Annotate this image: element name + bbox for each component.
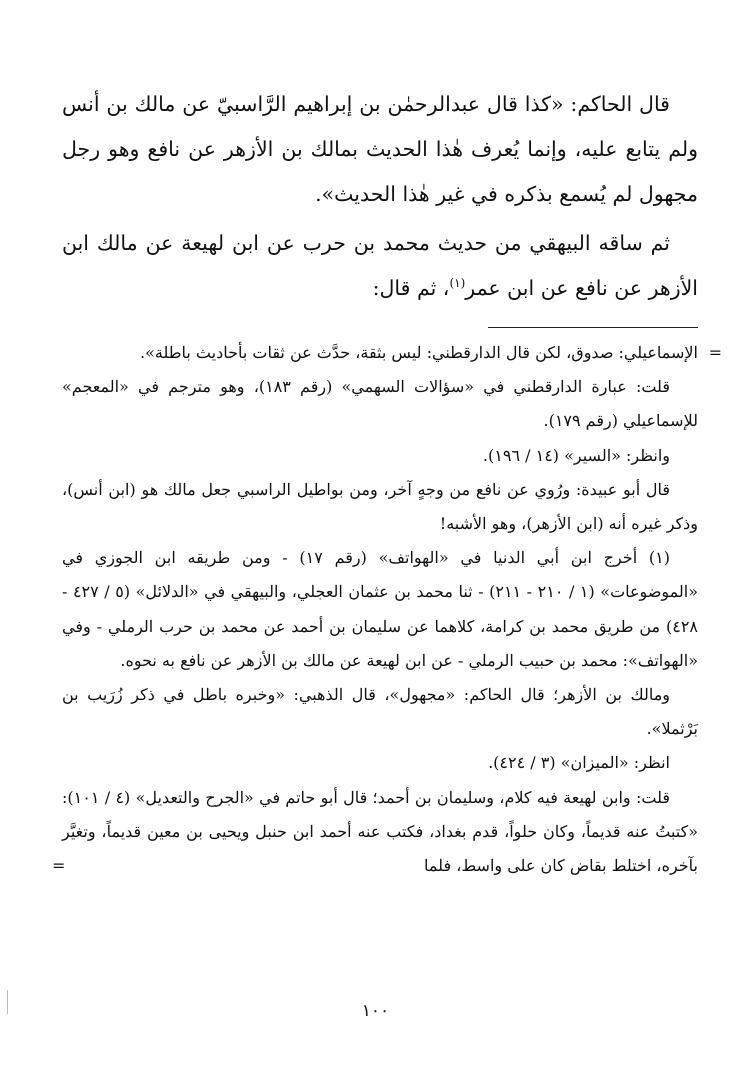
footnote-line: انظر: «الميزان» (٣ / ٤٢٤). — [488, 753, 670, 773]
main-text — [62, 82, 698, 311]
footnote-continuation-mark: = — [708, 343, 722, 362]
footnote-line: قال أبو عبيدة: ورُوي عن نافع من وجهٍ آخر، ومن بواطيل الراسبي جعل مالك هو (ابن أنس)، وذكر غيره أنه (ابن الأزهر)، وهو الأشبه! — [62, 479, 698, 534]
footnote-line: قلت: عبارة الدارقطني في «سؤالات السهمي» (رقم ١٨٣)، وهو مترجم في «المعجم» للإسماعيلي (رقم ١٧٩). — [62, 377, 698, 431]
main-paragraph-2-tail: ، ثم قال: — [372, 276, 450, 300]
footnote-line: الإسماعيلي: صدوق، لكن قال الدارقطني: ليس بثقة، حدَّث عن ثقات بأحاديث باطلة». — [140, 343, 698, 362]
book-page — [52, 82, 722, 883]
footnote-line: قلت: وابن لهيعة فيه كلام، وسليمان بن أحمد؛ قال أبو حاتم في «الجرح والتعديل» (٤ / ١٠١): «كتبتُ عنه قديماً، وكان حلواً، قدم بغداد، فكتب عنه أحمد ابن حنبل ويحيى بن معين قديماً، وتغيَّر بآخره، اختلط بقاض كان على واسط، فلما — [62, 787, 698, 876]
main-paragraph-2 — [62, 221, 698, 311]
main-paragraph-2-text: ثم ساقه البيهقي من حديث محمد بن حرب عن ابن لهيعة عن مالك ابن الأزهر عن نافع عن ابن عمر — [62, 231, 698, 300]
footnote-reference: (١) — [449, 276, 466, 291]
footnote-line: ومالك بن الأزهر؛ قال الحاكم: «مجهول»، قال الذهبي: «وخبره باطل في ذكر زُرَيب بن بَرْثملا». — [62, 685, 698, 739]
footnote-line: وانظر: «السير» (١٤ / ١٩٦). — [482, 445, 670, 465]
footnote-one: (١) أخرج ابن أبي الدنيا في «الهواتف» (رقم ١٧) - ومن طريقه ابن الجوزي في «الموضوعات» (١ / ٢١٠ - ٢١١) - ثنا محمد بن عثمان العجلي، والبيهقي في «الدلائل» (٥ / ٤٢٧ - ٤٢٨) من طريق محمد بن كرامة، كلاهما عن سليمان بن أحمد عن محمد بن حرب الرملي - وفي «الهواتف»: محمد بن حبيب الرملي - عن ابن لهيعة عن مالك بن الأزهر عن نافع به نحوه. — [62, 548, 699, 670]
footnotes — [52, 336, 722, 883]
page-number: ١٠٠ — [361, 1001, 390, 1021]
scan-edge-mark — [7, 990, 8, 1014]
main-paragraph-1: قال الحاكم: «كذا قال عبدالرحمٰن بن إبراهيم الرَّاسبيّ عن مالك بن أنس ولم يتابع عليه، وإنما يُعرف هٰذا الحديث بمالك بن الأزهر عن نافع وهو رجل مجهول لم يُسمع بذكره في غير هٰذا الحديث». — [62, 92, 698, 206]
footnote-separator-rule — [488, 327, 698, 328]
footnote-end-mark: = — [52, 856, 66, 876]
